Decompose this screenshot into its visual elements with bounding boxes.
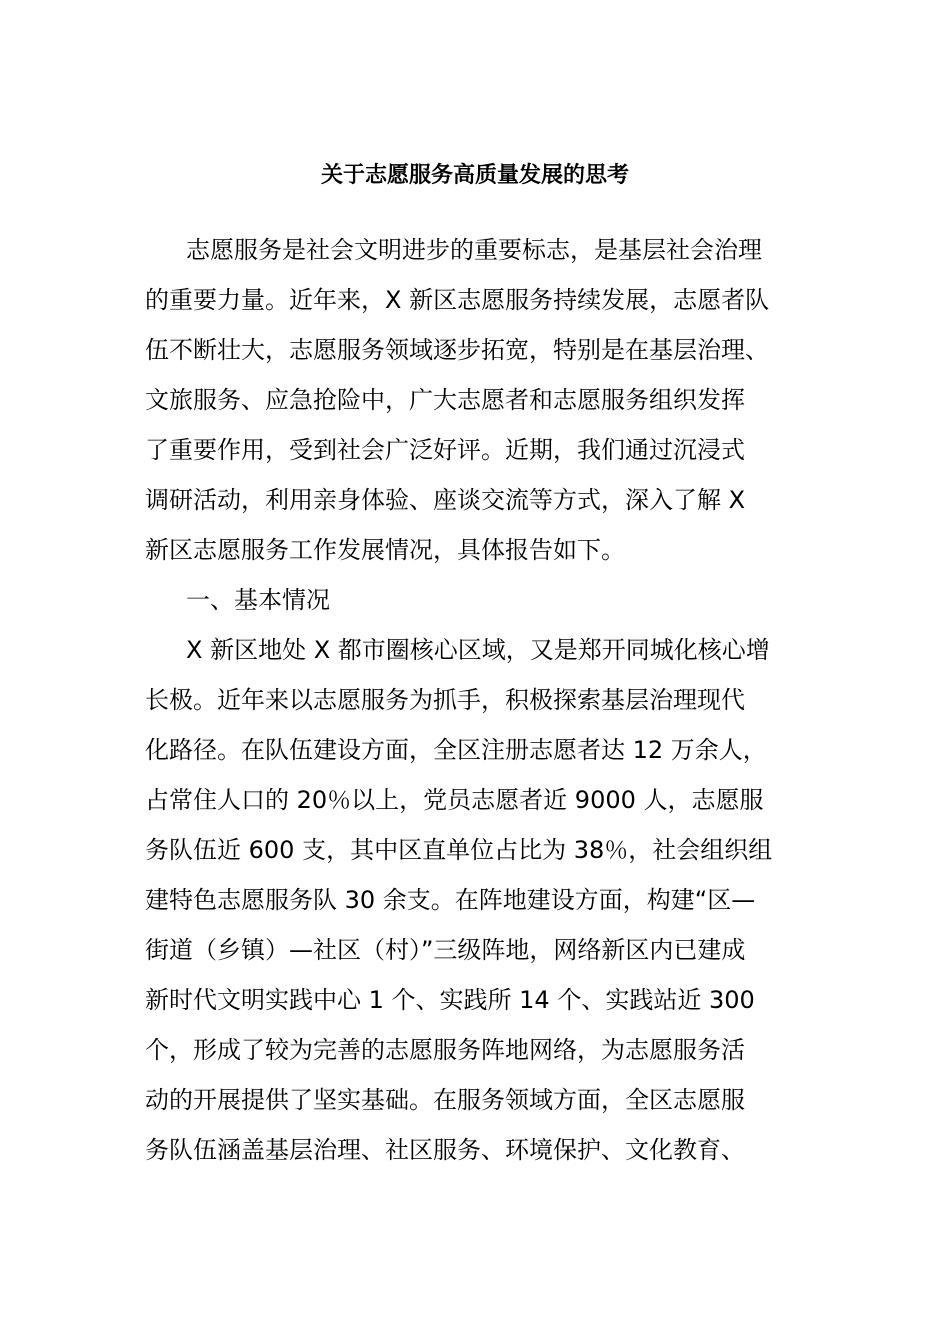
paragraph-line: X 新区地处 X 都市圈核心区域，又是郑开同城化核心增 [186, 636, 770, 664]
paragraph-line: 新时代文明实践中心 1 个、实践所 14 个、实践站近 300 [145, 986, 755, 1014]
paragraph-line: 建特色志愿服务队 30 余支。在阵地建设方面，构建“区— [145, 886, 756, 914]
paragraph-line: 文旅服务、应急抢险中，广大志愿者和志愿服务组织发挥 [145, 386, 745, 414]
paragraph-line: 街道（乡镇）—社区（村）”三级阵地，网络新区内已建成 [145, 936, 746, 964]
paragraph-line: 新区志愿服务工作发展情况，具体报告如下。 [145, 536, 625, 564]
paragraph-line: 志愿服务是社会文明进步的重要标志，是基层社会治理 [186, 236, 762, 264]
paragraph-line: 务队伍近 600 支，其中区直单位占比为 38％，社会组织组 [145, 836, 773, 864]
paragraph-line: 长极。近年来以志愿服务为抓手，积极探索基层治理现代 [145, 686, 745, 714]
paragraph-line: 化路径。在队伍建设方面，全区注册志愿者达 12 万余人， [145, 736, 767, 764]
section-heading: 一、基本情况 [186, 586, 330, 614]
paragraph-line: 务队伍涵盖基层治理、社区服务、环境保护、文化教育、 [145, 1136, 745, 1164]
paragraph-line: 占常住人口的 20％以上，党员志愿者近 9000 人，志愿服 [145, 786, 764, 814]
paragraph-line: 伍不断壮大，志愿服务领域逐步拓宽，特别是在基层治理、 [145, 336, 769, 364]
paragraph-line: 个，形成了较为完善的志愿服务阵地网络，为志愿服务活 [145, 1036, 745, 1064]
paragraph-line: 的重要力量。近年来，X 新区志愿服务持续发展，志愿者队 [145, 286, 770, 314]
paragraph-line: 了重要作用，受到社会广泛好评。近期，我们通过沉浸式 [145, 436, 745, 464]
paragraph-line: 动的开展提供了坚实基础。在服务领域方面，全区志愿服 [145, 1086, 745, 1114]
document-title: 关于志愿服务高质量发展的思考 [320, 163, 629, 188]
paragraph-line: 调研活动，利用亲身体验、座谈交流等方式，深入了解 X [145, 486, 746, 514]
